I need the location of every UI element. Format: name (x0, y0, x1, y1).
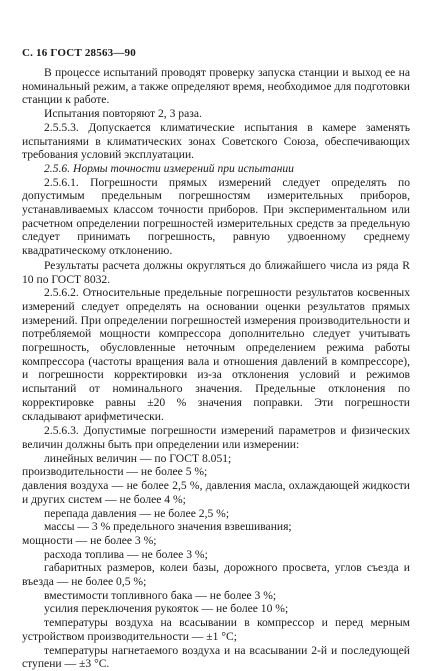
measurement-item: габаритных размеров, колеи базы, дорожного просвета, углов съезда и въезда — не более 0,5 %; (22, 561, 410, 589)
measurement-item: вместимости топливного бака — не более 3 %; (44, 588, 277, 602)
page-header (22, 47, 136, 59)
page-number: С. 16 (22, 47, 48, 59)
paragraph-repeat: Испытания повторяют 2, 3 раза. (44, 107, 202, 121)
standard-designation: ГОСТ 28563—90 (50, 47, 136, 59)
paragraph-2-5-6-1: 2.5.6.1. Погрешности прямых измерений следует определять по допустимым предельным погрешностям измерительных приборов, устанавливаемых классом точности приборов. При экспериментальном или расчетном определении погрешностей измерительных средств за предельную следует принимать погрешность, равную удвоенному среднему квадратическому отклонению. (22, 175, 410, 258)
paragraph-startup-check: В процессе испытаний проводят проверку запуска станции и выход ее на номинальный режим, а также определяют время, необходимое для подготовки станции к работе. (22, 66, 410, 107)
paragraph-rounding: Результаты расчета должны округляться до ближайшего числа из ряда R 10 по ГОСТ 8032. (22, 258, 410, 286)
document-body (22, 66, 410, 671)
measurement-item: перепада давления — не более 2,5 %; (44, 506, 230, 520)
section-heading-2-5-6: 2.5.6. Нормы точности измерений при испытании (44, 161, 294, 175)
measurement-item: давления воздуха — не более 2,5 %, давления масла, охлаждающей жидкости и других систем — не более 4 %; (22, 479, 410, 506)
measurement-item: массы — 3 % предельного значения взвешивания; (44, 520, 292, 534)
paragraph-2-5-5-3: 2.5.5.3. Допускается климатические испытания в камере заменять испытаниями в климатических зонах Советского Союза, обеспечивающих требования условий эксплуатации. (22, 120, 410, 162)
measurement-item: мощности — не более 3 %; (22, 533, 157, 547)
measurement-item: температуры воздуха на всасывании в компрессор и перед мерным устройством производительности — ±1 °С; (22, 616, 410, 643)
paragraph-2-5-6-3: 2.5.6.3. Допустимые погрешности измерений параметров и физических величин должны быть при определении или измерении: (22, 424, 410, 451)
measurement-item: расхода топлива — не более 3 %; (44, 547, 208, 561)
measurement-item: усилия переключения рукояток — не более 10 %; (44, 602, 289, 616)
measurement-item: температуры нагнетаемого воздуха и на всасывании 2-й и последующей ступени — ±3 °С. (22, 643, 410, 671)
measurement-item: производительности — не более 5 %; (22, 465, 208, 479)
paragraph-2-5-6-2: 2.5.6.2. Относительные предельные погрешности результатов косвенных измерений следует определять на основании оценки результатов прямых измерений. При определении погрешностей измерения производительности и потребляемой мощности компрессора дополнительно следует учитывать погрешность, обусловленные неточным определением режима работы компрессора (частоты вращения вала и отношения давлений в компрессоре), и погрешности корректировки из-за отклонения условий и режимов испытаний от номинального значения. Предельные отклонения по корректировке равны ±20 % значения поправки. Эти погрешности складывают арифметически. (22, 286, 410, 423)
measurement-item: линейных величин — по ГОСТ 8.051; (44, 451, 232, 465)
